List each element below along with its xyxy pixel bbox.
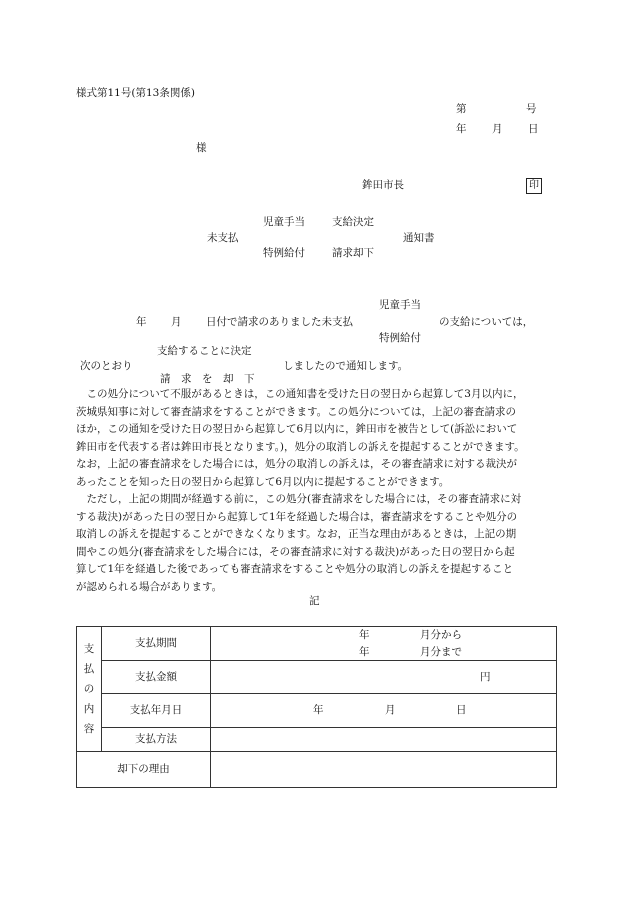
body-option-special: 特例給付	[379, 332, 421, 344]
payment-method-value	[211, 728, 557, 752]
issue-date-year: 年	[456, 123, 467, 135]
form-number: 様式第11号(第13条関係)	[76, 87, 195, 99]
payment-date-label: 支払年月日	[102, 694, 211, 728]
body-date-text: 日付で請求のありました未支払	[206, 316, 353, 328]
body-decision-reject: 請 求 を 却 下	[160, 373, 255, 385]
rejection-reason-value	[211, 752, 557, 788]
body-month: 月	[171, 316, 182, 328]
title-decision-reject: 請求却下	[332, 247, 374, 259]
payment-method-label: 支払方法	[102, 728, 211, 752]
body-next: 次のとおり	[80, 360, 133, 372]
amount-unit: 円	[480, 670, 491, 683]
period-from-year: 年	[359, 628, 370, 641]
side-char: 支	[83, 643, 95, 655]
appeal-line: あったことを知った日の翌日から起算して6月以内に提起することができます。	[76, 475, 450, 488]
appeal-paragraph-1	[76, 386, 556, 492]
appeal-line: なお，上記の審査請求をした場合には，処分の取消しの訴えは，その審査請求に対する裁決が	[76, 458, 517, 471]
appeal-line: 鉾田市を代表する者は鉾田市長となります。)，処分の取消しの訴えを提起することができます。	[76, 440, 525, 453]
appeal-line: が認められる場合があります。	[76, 580, 223, 593]
payment-date-value	[211, 694, 557, 728]
side-char: 内	[83, 703, 95, 715]
period-from: 月分から	[420, 628, 462, 641]
body-tail: の支給については，	[439, 316, 534, 328]
issue-date-month: 月	[492, 123, 503, 135]
doc-number-gou: 号	[526, 103, 537, 115]
body-option-child: 児童手当	[379, 299, 421, 311]
body-notify: しましたので通知します。	[283, 360, 409, 372]
title-suffix: 通知書	[403, 232, 435, 244]
appeal-line: 茨城県知事に対して審査請求をすることができます。この処分については，上記の審査請求の	[76, 405, 516, 418]
payment-detail-table	[76, 626, 557, 788]
appeal-line: する裁決)があった日の翌日から起算して1年を経過した場合は，審査請求をすることや処分の	[76, 510, 518, 523]
appeal-line: 取消しの訴えを提起することができなくなります。なお，正当な理由があるときは，上記の期	[76, 528, 517, 541]
appeal-line: 間やこの処分(審査請求をした場合には，その審査請求に対する裁決)があった日の翌日から起	[76, 545, 515, 558]
appeal-line: ほか，この通知を受けた日の翌日から起算して6月以内に，鉾田市を被告として(訴訟において	[76, 423, 518, 436]
doc-number-dai: 第	[456, 103, 467, 115]
title-option-child: 児童手当	[263, 216, 305, 228]
appeal-line: 算して1年を経過した後であっても審査請求をすることや処分の取消しの訴えを提起すること	[76, 563, 514, 576]
body-decision-pay: 支給することに決定	[157, 345, 252, 357]
payment-amount-value	[211, 661, 557, 694]
period-to-year: 年	[359, 645, 370, 658]
payment-content-side-label	[77, 627, 102, 752]
appeal-paragraph-2	[76, 491, 556, 597]
payment-amount-label: 支払金額	[102, 661, 211, 694]
payment-date-year: 年	[313, 703, 324, 716]
rejection-reason-label: 却下の理由	[77, 752, 211, 788]
side-char: の	[83, 683, 95, 695]
side-char: 容	[83, 723, 95, 735]
issuer-name: 鉾田市長	[362, 179, 404, 191]
payment-period-label: 支払期間	[102, 627, 211, 661]
appeal-line: この処分について不服があるときは，この通知書を受けた日の翌日から起算して3月以内に，	[76, 388, 524, 400]
title-option-special: 特例給付	[263, 247, 305, 259]
payment-date-day: 日	[456, 703, 467, 716]
seal-mark: 印	[526, 178, 542, 194]
ki-heading: 記	[309, 595, 320, 607]
issue-date-day: 日	[528, 123, 539, 135]
body-year: 年	[136, 316, 147, 328]
title-prefix: 未支払	[207, 232, 239, 244]
addressee-suffix: 様	[196, 142, 207, 154]
side-char: 払	[83, 663, 95, 675]
payment-date-month: 月	[385, 703, 396, 716]
period-to: 月分まで	[420, 645, 462, 658]
title-decision-pay: 支給決定	[332, 216, 374, 228]
payment-period-value	[211, 627, 557, 661]
appeal-line: ただし，上記の期間が経過する前に，この処分(審査請求をした場合には，その審査請求に対	[76, 493, 522, 505]
